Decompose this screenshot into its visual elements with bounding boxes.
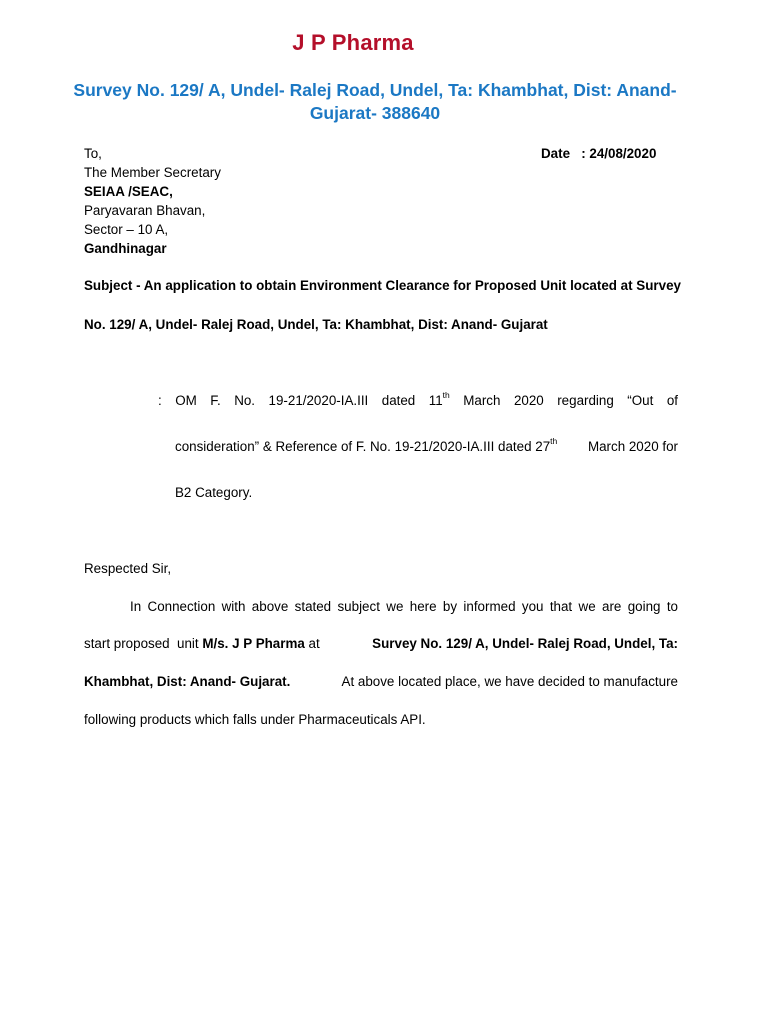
subject-line-1: Subject - An application to obtain Environment Clearance for Proposed Unit located at Survey [84, 278, 681, 293]
recipient-line-4: Sector – 10 A, [84, 222, 169, 237]
recipient-line-5: Gandhinagar [84, 241, 167, 256]
date-value: : 24/08/2020 [581, 146, 657, 161]
date [541, 144, 656, 163]
recipient-to: To, [84, 146, 102, 161]
address-line-2: Gujarat- 388640 [309, 103, 441, 123]
company-name: J P Pharma [292, 30, 414, 55]
recipient-line-1: The Member Secretary [84, 165, 221, 180]
reference-line-1: : OM F. No. 19-21/2020-IA.III dated 11th March 2020 regarding “Out of [158, 389, 678, 408]
reference-line-2: consideration” & Reference of F. No. 19-21/2020-IA.III dated 27th March 2020 for [175, 435, 678, 454]
recipient-line-2: SEIAA /SEAC, [84, 184, 173, 199]
date-label: Date [541, 146, 571, 161]
body-line-4: following products which falls under Pharmaceuticals API. [84, 712, 426, 727]
body-line-3: Khambhat, Dist: Anand- Gujarat. At above located place, we have decided to manufacture [84, 674, 678, 689]
subject-line-2: No. 129/ A, Undel- Ralej Road, Undel, Ta: Khambhat, Dist: Anand- Gujarat [84, 317, 548, 332]
body-line-2: start proposed unit M/s. J P Pharma at Survey No. 129/ A, Undel- Ralej Road, Undel, Ta: [84, 636, 678, 651]
company-address [40, 79, 710, 125]
salutation: Respected Sir, [84, 561, 172, 576]
body-line-1: In Connection with above stated subject we here by informed you that we are going to [130, 599, 678, 614]
reference-line-3: B2 Category. [175, 485, 253, 500]
address-line-1: Survey No. 129/ A, Undel- Ralej Road, Undel, Ta: Khambhat, Dist: Anand- [73, 80, 677, 100]
recipient-line-3: Paryavaran Bhavan, [84, 203, 206, 218]
